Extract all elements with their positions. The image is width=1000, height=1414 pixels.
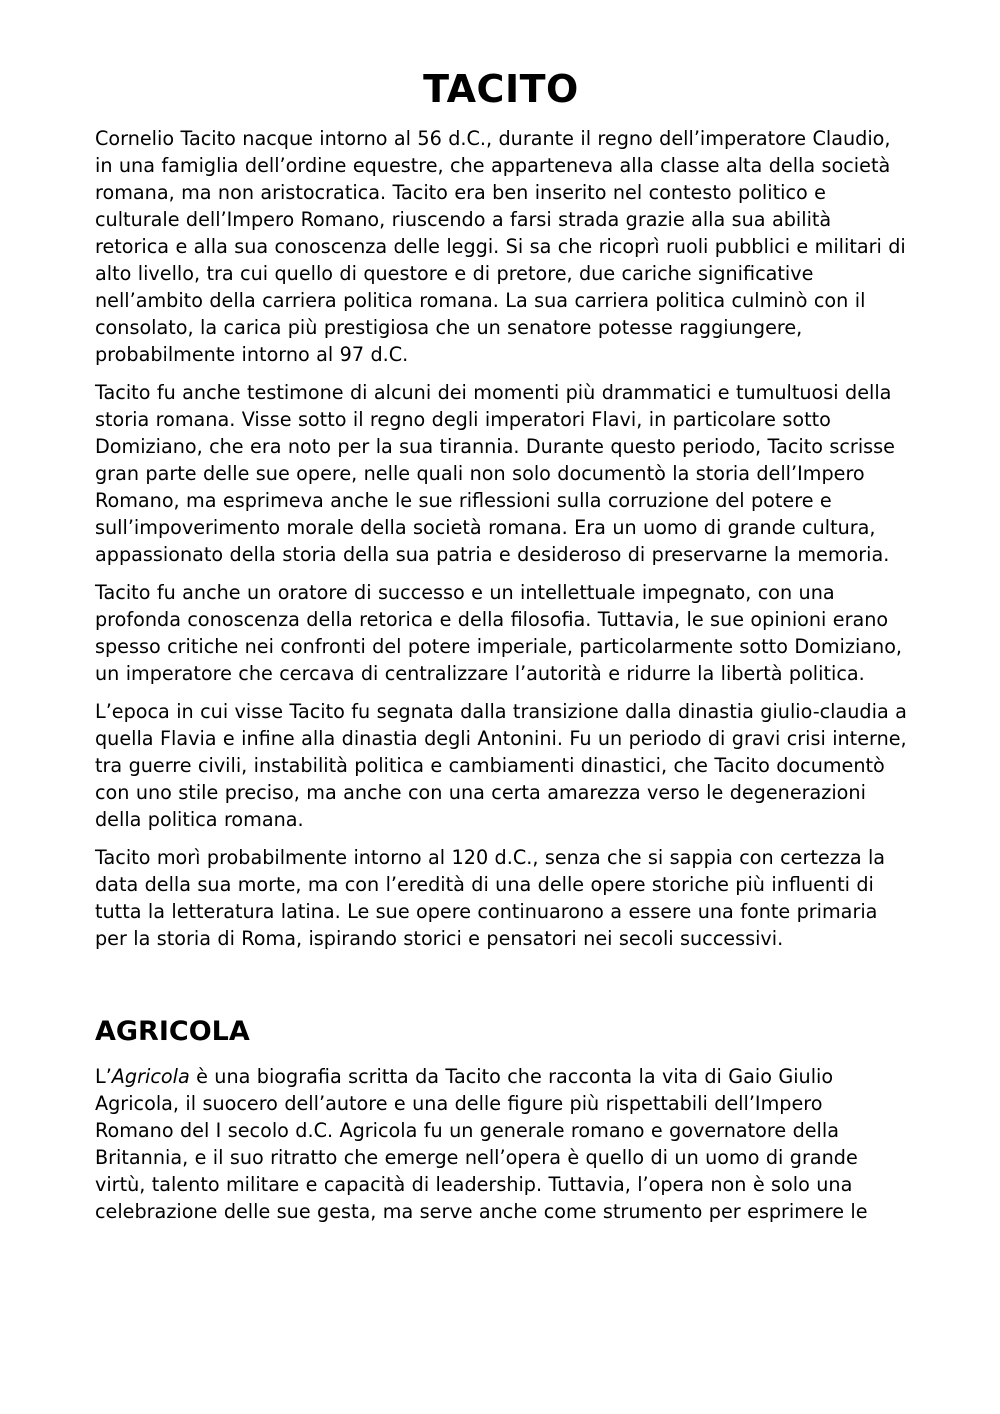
paragraph-birth: Cornelio Tacito nacque intorno al 56 d.C., durante il regno dell’imperatore Claudio, in una famiglia dell’ordine equestre, che apparteneva alla classe alta della società romana, ma non aristocratica. Tacito era ben inserito nel contesto politico e culturale dell’Impero Romano, riuscendo a farsi strada grazie alla sua abilità retorica e alla sua conoscenza delle leggi. Si sa che ricoprì ruoli pubblici e militari di alto livello, tra cui quello di questore e di pretore, due cariche significative nell’ambito della carriera politica romana. La sua carriera politica culminò con il consolato, la carica più prestigiosa che un senatore potesse raggiungere, probabilmente intorno al 97 d.C. [95, 127, 906, 366]
agricola-text: è una biografia scritta da Tacito che racconta la vita di Gaio Giulio Agricola, il suocero dell’autore e una delle figure più rispettabili dell’Impero Romano del I secolo d.C. Agricola fu un generale romano e governatore della Britannia, e il suo ritratto che emerge nell’opera è quello di un uomo di grande virtù, talento militare e capacità di leadership. Tuttavia, l’opera non è solo una celebrazione delle sue gesta, ma serve anche come strumento per esprimere le [95, 1065, 868, 1223]
paragraph-agricola [95, 1063, 907, 1225]
document-page [95, 64, 907, 1225]
paragraph-epoch: L’epoca in cui visse Tacito fu segnata dalla transizione dalla dinastia giulio-claudia a quella Flavia e infine alla dinastia degli Antonini. Fu un periodo di gravi crisi interne, tra guerre civili, instabilità politica e cambiamenti dinastici, che Tacito documentò con uno stile preciso, ma anche con una certa amarezza verso le degenerazioni della politica romana. [95, 700, 907, 831]
agricola-prefix: L’ [95, 1065, 112, 1088]
section-heading-agricola: AGRICOLA [95, 1016, 250, 1047]
paragraph-death: Tacito morì probabilmente intorno al 120 d.C., senza che si sappia con certezza la data della sua morte, ma con l’eredità di una delle opere storiche più influenti di tutta la letteratura latina. Le sue opere continuarono a essere una fonte primaria per la storia di Roma, ispirando storici e pensatori nei secoli successivi. [95, 846, 886, 950]
paragraph-orator: Tacito fu anche un oratore di successo e un intellettuale impegnato, con una profonda conoscenza della retorica e della filosofia. Tuttavia, le sue opinioni erano spesso critiche nei confronti del potere imperiale, particolarmente sotto Domiziano, un imperatore che cercava di centralizzare l’autorità e ridurre la libertà politica. [95, 581, 903, 685]
page-title: TACITO [423, 67, 579, 111]
paragraph-witness: Tacito fu anche testimone di alcuni dei momenti più drammatici e tumultuosi della storia romana. Visse sotto il regno degli imperatori Flavi, in particolare sotto Domiziano, che era noto per la sua tirannia. Durante questo periodo, Tacito scrisse gran parte delle sue opere, nelle quali non solo documentò la storia dell’Impero Romano, ma esprimeva anche le sue riflessioni sulla corruzione del potere e sull’impoverimento morale della società romana. Era un uomo di grande cultura, appassionato della storia della sua patria e desideroso di preservarne la memoria. [95, 381, 895, 566]
agricola-italic-title: Agricola [111, 1065, 190, 1088]
